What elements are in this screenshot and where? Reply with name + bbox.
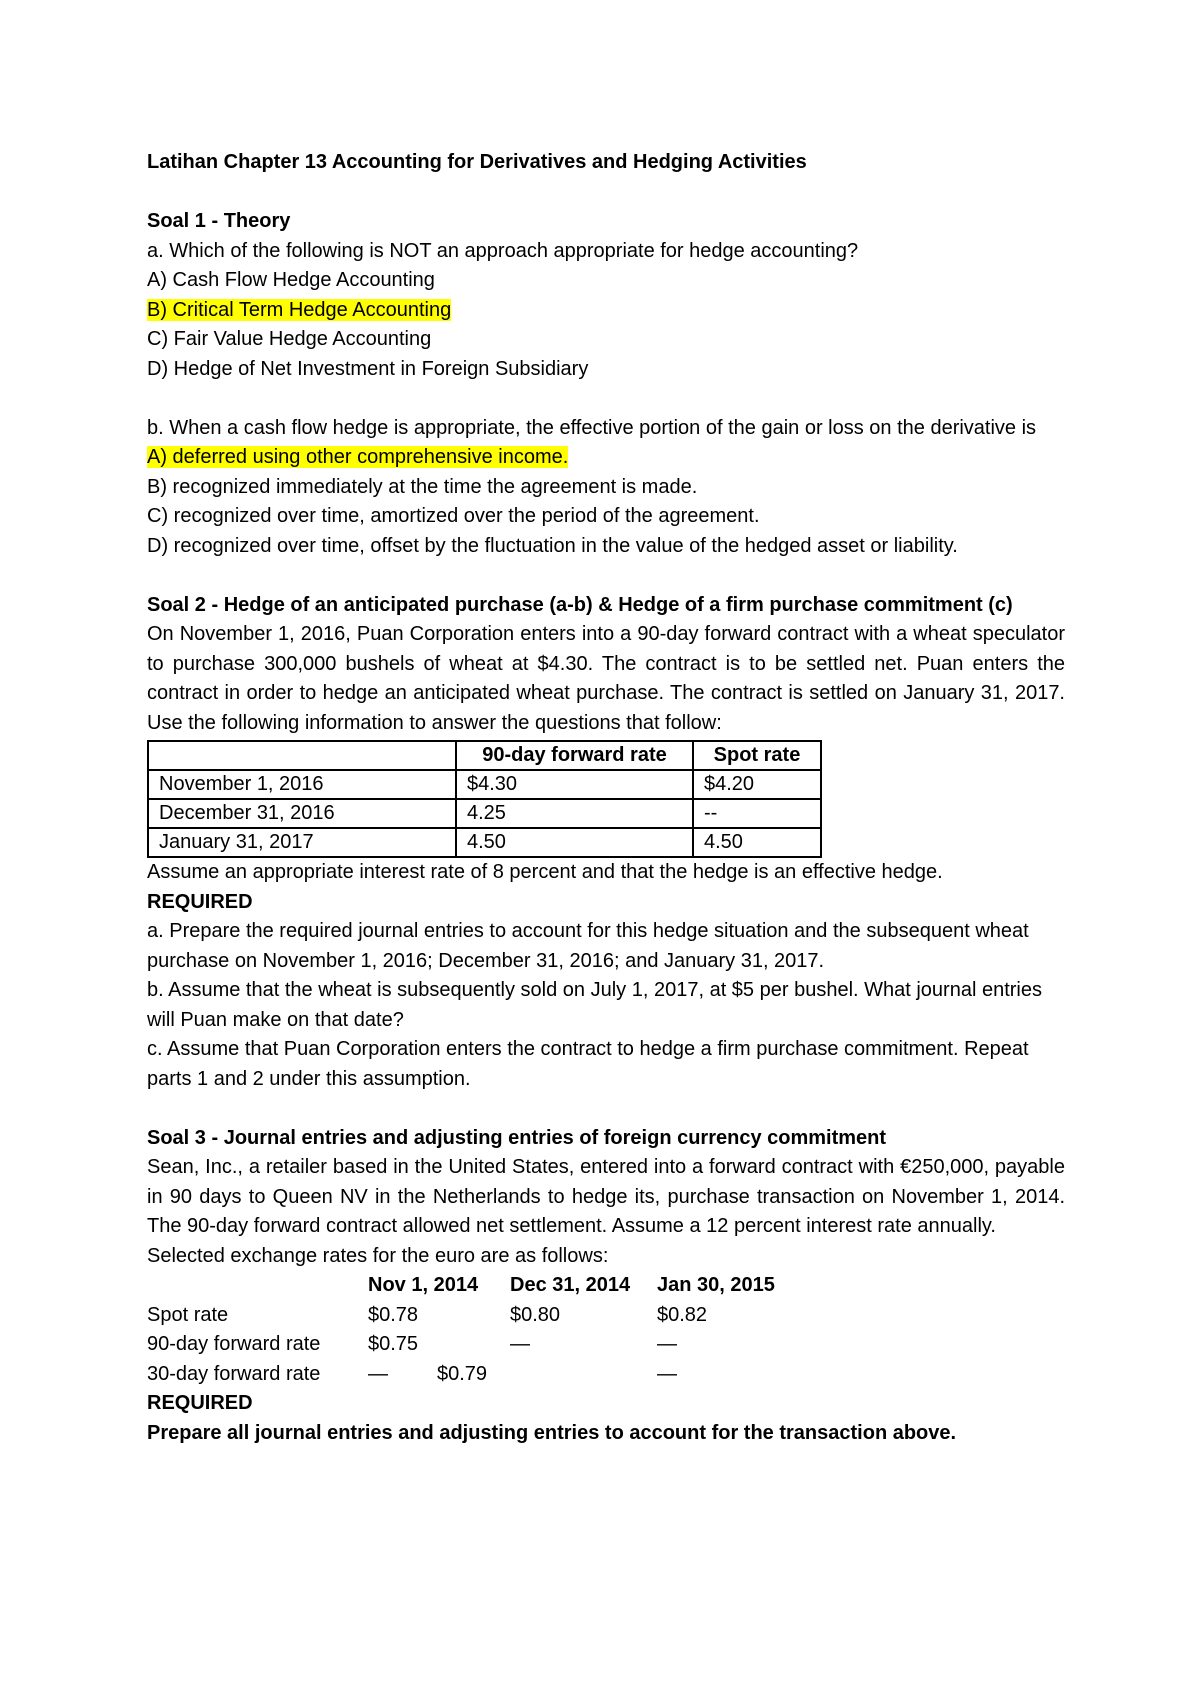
table-row bbox=[148, 828, 821, 857]
rate-row-label: 90-day forward rate bbox=[147, 1333, 321, 1355]
wheat-rate-table bbox=[147, 740, 822, 858]
soal3-rates-intro: Selected exchange rates for the euro are as follows: bbox=[147, 1244, 609, 1267]
rate-value: $0.75 bbox=[368, 1333, 419, 1355]
soal2-part-a: a. Prepare the required journal entries to account for this hedge situation and the subsequent wheat purchase on November 1, 2016; December 31, 2016; and January 31, 2017. bbox=[147, 920, 1029, 972]
table-cell: $4.30 bbox=[456, 770, 693, 799]
table-header-cell: 90-day forward rate bbox=[456, 741, 693, 770]
soal2-part-b: b. Assume that the wheat is subsequently sold on July 1, 2017, at $5 per bushel. What journal entries will Puan make on that date? bbox=[147, 979, 1042, 1031]
soal3-required-text: Prepare all journal entries and adjusting entries to account for the transaction above. bbox=[147, 1421, 957, 1444]
rate-value: — bbox=[510, 1333, 530, 1355]
soal1-question-a: a. Which of the following is NOT an approach appropriate for hedge accounting? bbox=[147, 239, 859, 262]
soal2-part-c: c. Assume that Puan Corporation enters the contract to hedge a firm purchase commitment. Repeat parts 1 and 2 under this assumption. bbox=[147, 1038, 1029, 1090]
rate-value: $0.80 bbox=[510, 1303, 561, 1326]
soal1-b-option-b: B) recognized immediately at the time the agreement is made. bbox=[147, 475, 698, 498]
table-header-row bbox=[148, 741, 821, 770]
soal2-assumption: Assume an appropriate interest rate of 8 percent and that the hedge is an effective hedge. bbox=[147, 861, 943, 883]
soal1-a-option-c: C) Fair Value Hedge Accounting bbox=[147, 328, 432, 350]
table-cell: 4.50 bbox=[456, 828, 693, 857]
soal1-b-option-a bbox=[147, 443, 1065, 473]
table-header-cell: Spot rate bbox=[693, 741, 821, 770]
table-cell: January 31, 2017 bbox=[148, 828, 456, 857]
rate-column-header: Dec 31, 2014 bbox=[510, 1274, 631, 1296]
soal1-b-option-c: C) recognized over time, amortized over the period of the agreement. bbox=[147, 505, 760, 527]
highlighted-answer: A) deferred using other comprehensive income. bbox=[147, 446, 569, 468]
document-body bbox=[147, 148, 1065, 1448]
soal3-intro: Sean, Inc., a retailer based in the United States, entered into a forward contract with €250,000, payable in 90 days to Queen NV in the Netherlands to hedge its, purchase transaction on November 1, 2014. The 90-day forward contract allowed net settlement. Assume a 12 percent interest rate annually. bbox=[147, 1156, 1065, 1237]
rate-value: — bbox=[657, 1333, 677, 1355]
document-title: Latihan Chapter 13 Accounting for Derivatives and Hedging Activities bbox=[147, 151, 807, 173]
table-cell: 4.25 bbox=[456, 799, 693, 828]
highlighted-answer: B) Critical Term Hedge Accounting bbox=[147, 298, 452, 321]
rate-value: $0.78 bbox=[368, 1303, 419, 1326]
table-cell: $4.20 bbox=[693, 770, 821, 799]
soal1-a-option-d: D) Hedge of Net Investment in Foreign Subsidiary bbox=[147, 357, 589, 380]
table-row bbox=[148, 770, 821, 799]
rate-row-label: 30-day forward rate bbox=[147, 1362, 321, 1385]
table-row bbox=[148, 799, 821, 828]
rate-row-label: Spot rate bbox=[147, 1303, 229, 1326]
soal1-b-option-d: D) recognized over time, offset by the fluctuation in the value of the hedged asset or liability. bbox=[147, 534, 958, 557]
soal1-a-option-a: A) Cash Flow Hedge Accounting bbox=[147, 269, 435, 291]
soal1-a-option-b bbox=[147, 296, 1065, 326]
soal2-intro: On November 1, 2016, Puan Corporation enters into a 90-day forward contract with a wheat speculator to purchase 300,000 bushels of wheat at $4.30. The contract is to be settled net. Puan enters the contract in order to hedge an anticipated wheat purchase. The contract is settled on January 31, 2017. Use the following information to answer the questions that follow: bbox=[147, 623, 1065, 734]
soal1-question-b: b. When a cash flow hedge is appropriate, the effective portion of the gain or loss on the derivative is bbox=[147, 416, 1037, 439]
table-cell: December 31, 2016 bbox=[148, 799, 456, 828]
soal1-heading: Soal 1 - Theory bbox=[147, 210, 291, 232]
exchange-rate-row bbox=[147, 1360, 1065, 1390]
soal2-required-label: REQUIRED bbox=[147, 890, 253, 913]
table-header-cell bbox=[148, 741, 456, 770]
table-cell: November 1, 2016 bbox=[148, 770, 456, 799]
rate-column-header: Nov 1, 2014 bbox=[368, 1274, 479, 1296]
rate-value: $0.82 bbox=[657, 1303, 708, 1326]
soal3-required-label: REQUIRED bbox=[147, 1392, 253, 1414]
table-cell: -- bbox=[693, 799, 821, 828]
rate-value: $0.79 bbox=[437, 1362, 488, 1385]
rate-column-header: Jan 30, 2015 bbox=[657, 1274, 775, 1296]
rate-value: — bbox=[368, 1362, 388, 1385]
exchange-rate-row bbox=[147, 1301, 1065, 1331]
table-cell: 4.50 bbox=[693, 828, 821, 857]
soal2-heading: Soal 2 - Hedge of an anticipated purchase (a-b) & Hedge of a firm purchase commitment (c) bbox=[147, 593, 1013, 616]
soal3-heading: Soal 3 - Journal entries and adjusting entries of foreign currency commitment bbox=[147, 1126, 887, 1149]
exchange-rate-row bbox=[147, 1330, 1065, 1360]
exchange-rate-header bbox=[147, 1271, 1065, 1301]
rate-value: — bbox=[657, 1362, 677, 1385]
